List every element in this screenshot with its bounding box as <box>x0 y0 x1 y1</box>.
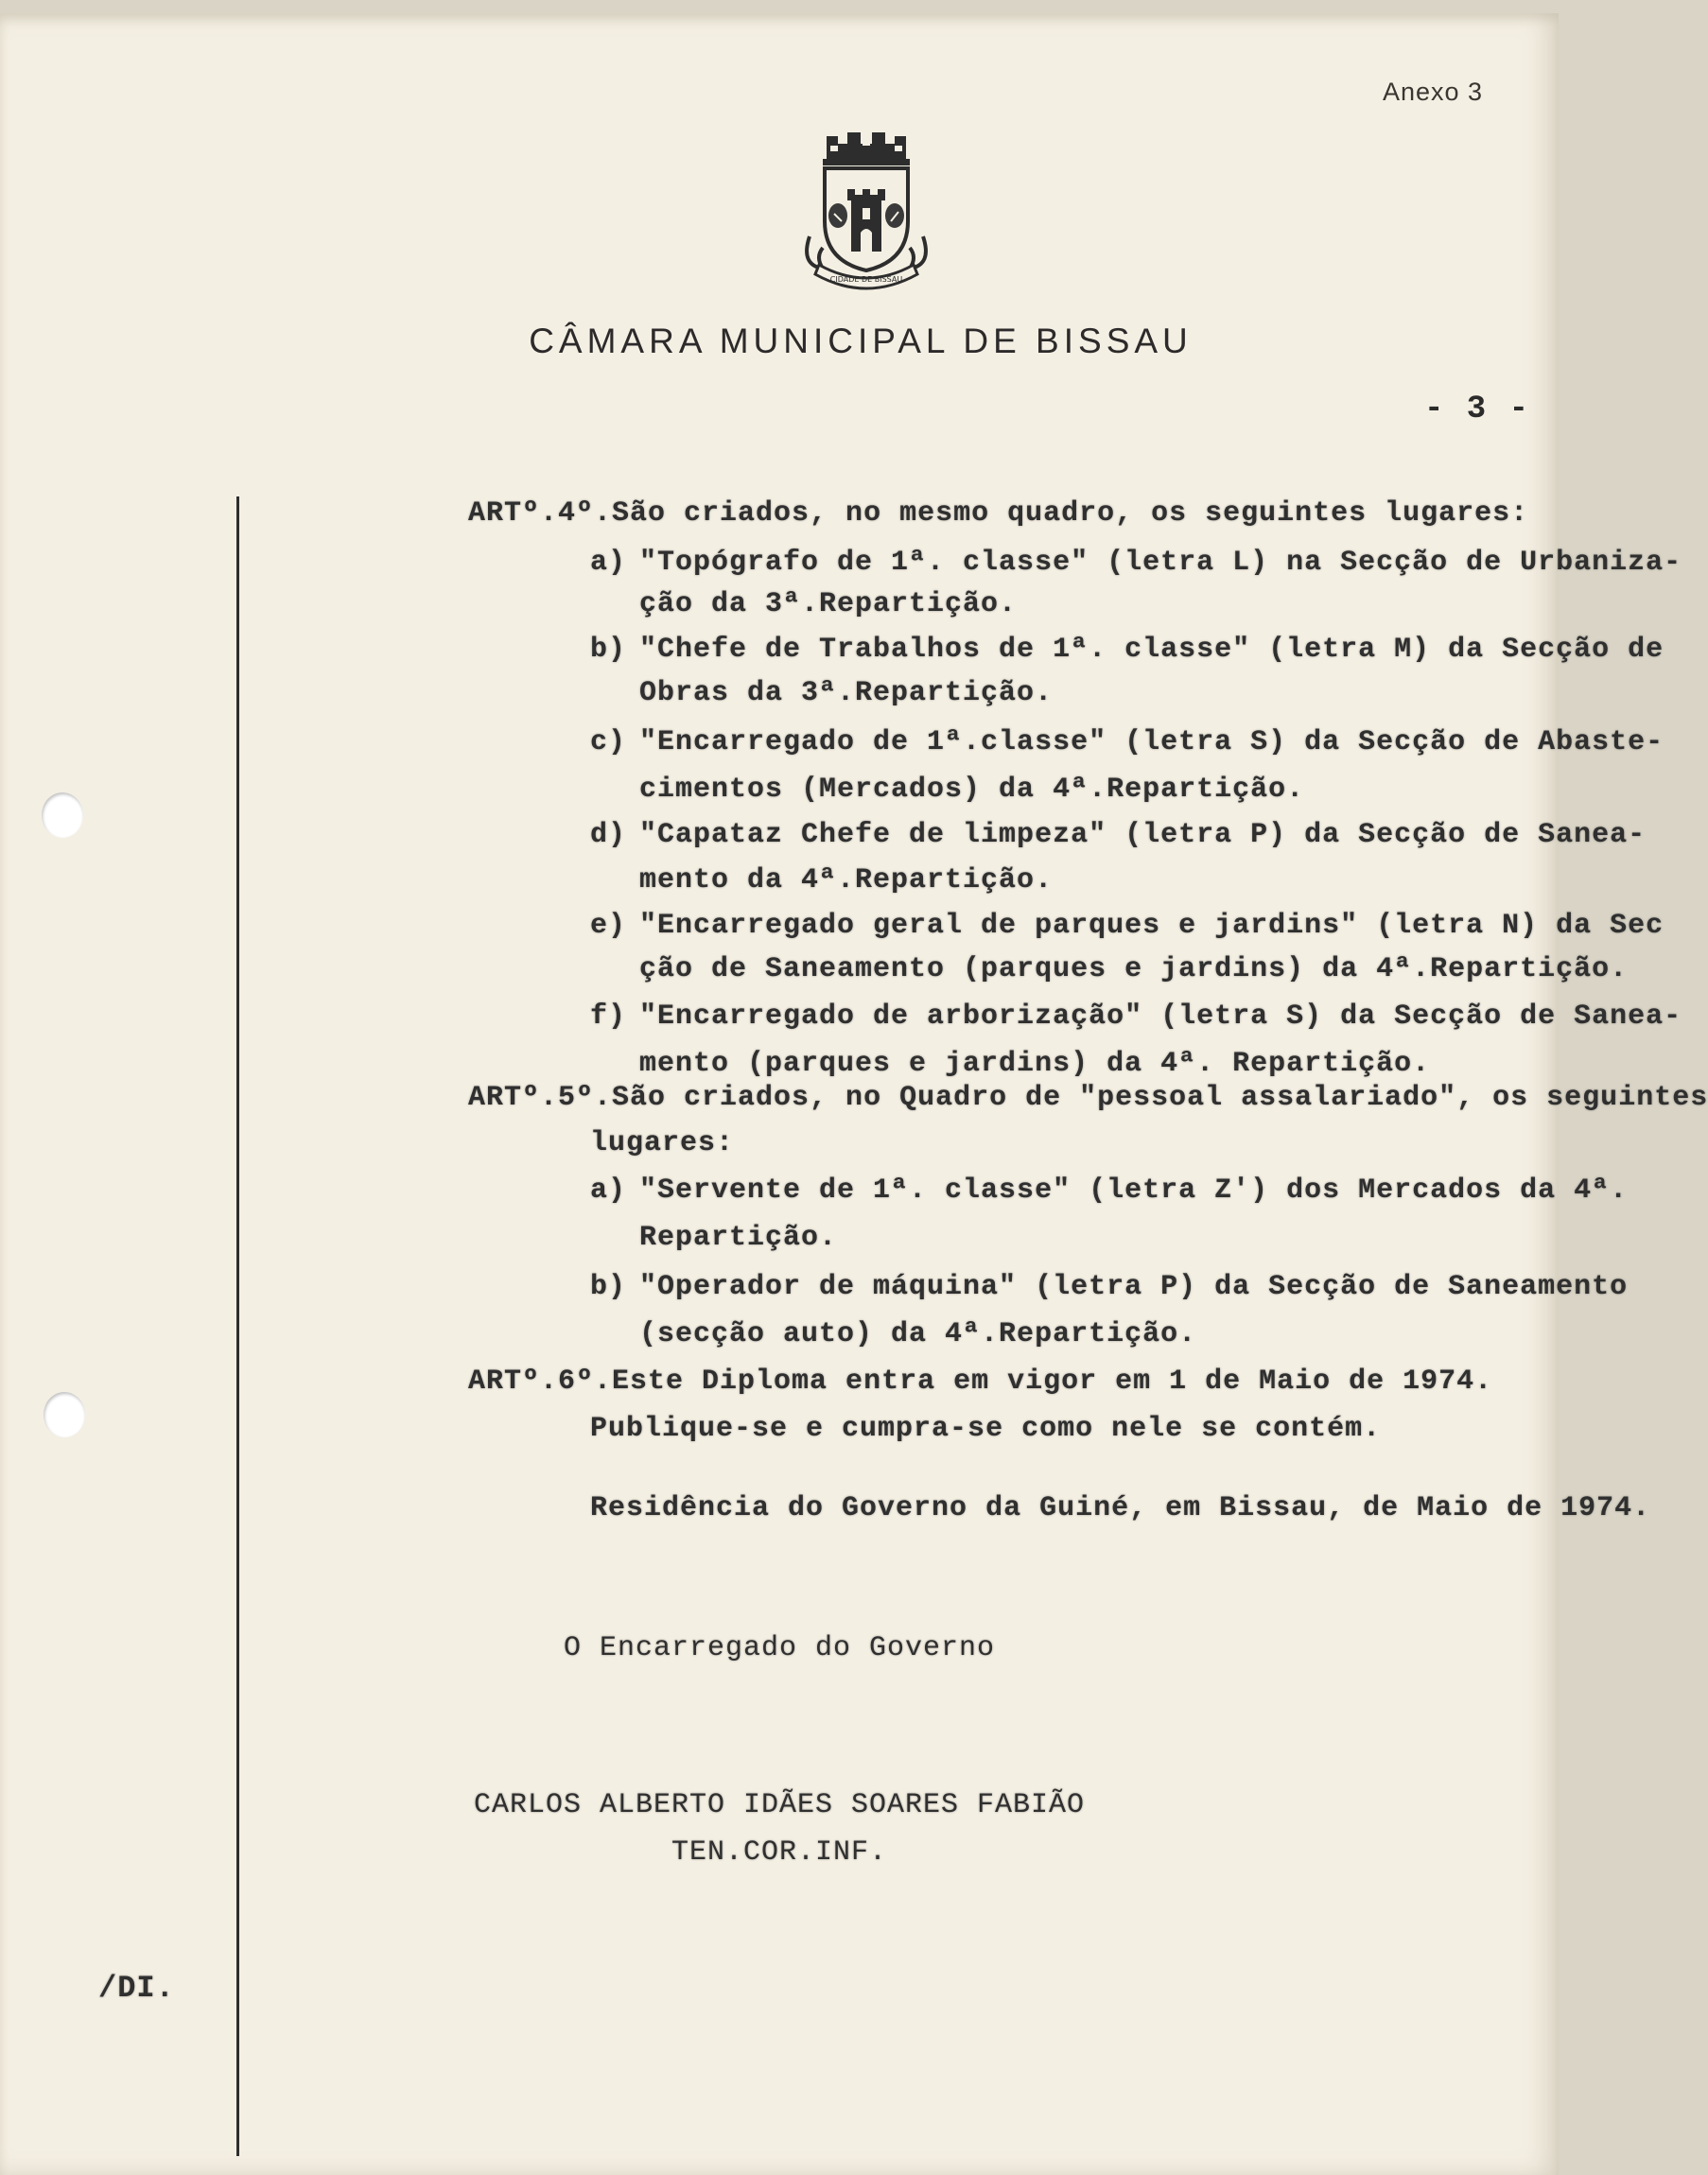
svg-text:CIDADE DE BISSAU: CIDADE DE BISSAU <box>829 275 903 284</box>
list-item-marker: a) <box>590 547 627 579</box>
list-item-text: mento da 4ª.Repartição. <box>639 864 1054 896</box>
list-item-marker: b) <box>590 634 627 666</box>
list-item-text: "Encarregado geral de parques e jardins" (letra N) da Sec <box>639 910 1664 942</box>
list-item-text: "Servente de 1ª. classe" (letra Z') dos Mercados da 4ª. <box>639 1174 1629 1207</box>
list-item-marker: a) <box>590 1174 627 1207</box>
residence-date-line: Residência do Governo da Guiné, em Bissau, de Maio de 1974. <box>590 1492 1651 1524</box>
list-item-text: Obras da 3ª.Repartição. <box>639 677 1054 709</box>
punch-hole <box>44 1392 85 1437</box>
list-item-marker: e) <box>590 910 627 942</box>
list-item-marker: b) <box>590 1271 627 1303</box>
punch-hole <box>42 792 83 838</box>
list-item-text: (secção auto) da 4ª.Repartição. <box>639 1318 1197 1350</box>
list-item-text: "Operador de máquina" (letra P) da Secção de Saneamento <box>639 1271 1629 1303</box>
list-item-text: ção da 3ª.Repartição. <box>639 588 1018 620</box>
list-item-text: cimentos (Mercados) da 4ª.Repartição. <box>639 774 1305 806</box>
list-item-text: "Topógrafo de 1ª. classe" (letra L) na Secção de Urbaniza- <box>639 547 1682 579</box>
article-5-heading-continued: lugares: <box>590 1127 735 1159</box>
list-item-text: Repartição. <box>639 1222 838 1254</box>
typist-initials: /DI. <box>98 1971 175 2006</box>
list-item-text: "Chefe de Trabalhos de 1ª. classe" (letra M) da Secção de <box>639 634 1664 666</box>
article-5-heading: ARTº.5º.São criados, no Quadro de "pessoal assalariado", os seguintes <box>468 1082 1708 1114</box>
institution-name: CÂMARA MUNICIPAL DE BISSAU <box>529 322 1193 360</box>
article-6-heading: ARTº.6º.Este Diploma entra em vigor em 1 de Maio de 1974. <box>468 1366 1493 1398</box>
list-item-text: "Encarregado de 1ª.classe" (letra S) da Secção de Abaste- <box>639 726 1664 758</box>
article-4-heading: ARTº.4º.São criados, no mesmo quadro, os seguintes lugares: <box>468 497 1529 530</box>
publication-clause: Publique-se e cumpra-se como nele se contém. <box>590 1413 1382 1445</box>
municipal-crest-icon <box>781 123 951 293</box>
list-item-marker: f) <box>590 1000 627 1033</box>
office-title: O Encarregado do Governo <box>563 1632 996 1664</box>
page-number: - 3 - <box>1424 392 1531 427</box>
list-item-text: ção de Saneamento (parques e jardins) da 4ª.Repartição. <box>639 953 1629 985</box>
list-item-text: "Encarregado de arborização" (letra S) da Secção de Sanea- <box>639 1000 1682 1033</box>
annex-label: Anexo 3 <box>1383 78 1484 106</box>
margin-rule <box>236 496 239 2156</box>
list-item-text: "Capataz Chefe de limpeza" (letra P) da Secção de Sanea- <box>639 819 1647 851</box>
signatory-name: CARLOS ALBERTO IDÃES SOARES FABIÃO <box>473 1789 1086 1821</box>
list-item-text: mento (parques e jardins) da 4ª. Repartição. <box>639 1048 1431 1080</box>
list-item-marker: d) <box>590 819 627 851</box>
signatory-rank: TEN.COR.INF. <box>671 1836 888 1869</box>
list-item-marker: c) <box>590 726 627 758</box>
